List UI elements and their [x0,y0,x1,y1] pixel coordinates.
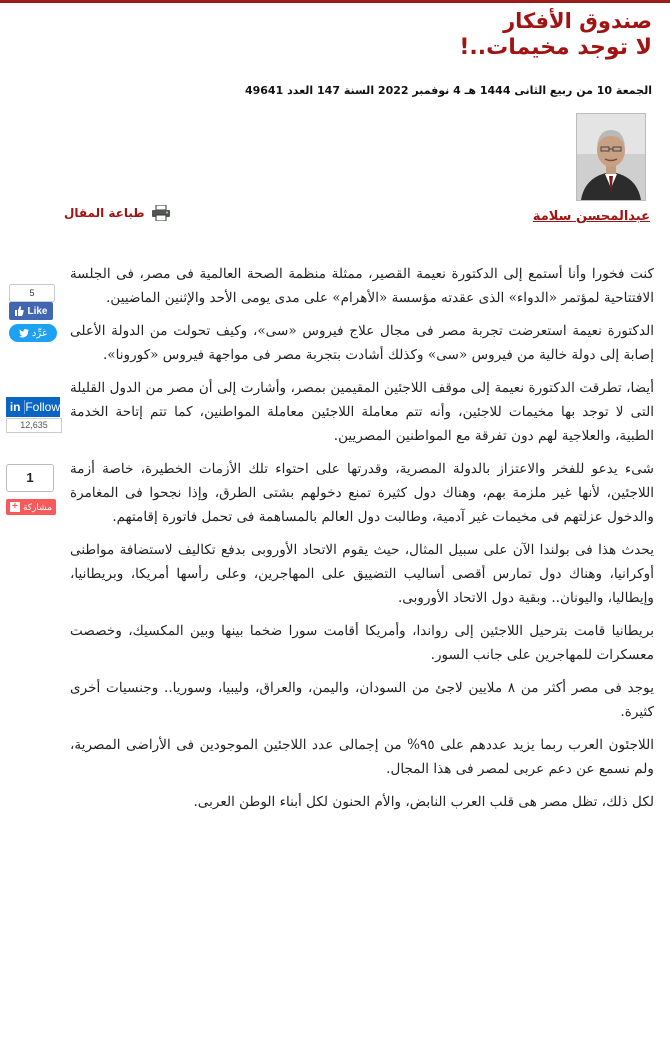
article-paragraph: يحدث هذا فى بولندا الآن على سبيل المثال، حيث يقوم الاتحاد الأوروبى بدفع تكاليف لاستضافة مواطنى أوكرانيا، وهناك دول تمارس أقصى أساليب التضييق على المهاجرين، وعلى رأسها أمريكا، وبريطانيا، وإيطاليا، واليونان.. وبقية دول الاتحاد الأوروبى. [70,542,654,606]
thumbs-up-icon [14,306,24,316]
linkedin-follower-count: 12,635 [6,418,62,433]
facebook-like-label: Like [27,305,48,317]
linkedin-icon: in [6,400,25,414]
share-button[interactable] [6,499,56,515]
twitter-tweet-label: غرِّد [31,327,48,339]
article-body [70,262,654,823]
author-name-link[interactable]: عبدالمحسن سلامة [532,209,650,224]
article-paragraph: بريطانيا قامت بترحيل اللاجئين إلى رواندا، وأمريكا أقامت سورا ضخما بينها وبين المكسيك، وخصصت معسكرات للمهاجرين على جانب السور. [70,623,654,663]
top-accent-bar [0,0,670,3]
article-paragraph: لكل ذلك، تظل مصر هى قلب العرب النابض، والأم الحنون لكل أبناء الوطن العربى. [193,794,654,810]
facebook-like-count: 5 [9,284,55,302]
article-title: لا توجد مخيمات..! [459,35,652,60]
article-paragraph: يوجد فى مصر أكثر من ٨ ملايين لاجئ من السودان، واليمن، والعراق، وليبيا، وسوريا.. وجنسيات أخرى كثيرة. [70,680,654,720]
share-label: مشاركة [22,501,53,512]
column-name: صندوق الأفكار [503,9,652,33]
twitter-tweet-button[interactable] [9,324,57,342]
article-header [459,8,652,62]
article-paragraph: الدكتورة نعيمة استعرضت تجربة مصر فى مجال علاج فيروس «سى»، وكيف تحولت من الدولة الأعلى إصابة إلى دولة خالية من فيروس «سى» وكذلك أشادت بتجربة مصر فى مواجهة فيروس «كورونا». [70,323,654,363]
article-paragraph: كنت فخورا وأنا أستمع إلى الدكتورة نعيمة القصير، ممثلة منظمة الصحة العالمية فى مصر، فى الجلسة الافتتاحية لمؤتمر «الدواء» الذى عقدته مؤسسة «الأهرام» على مدى يومى الأحد والإثنين الماضيين. [70,266,654,306]
linkedin-follow-button[interactable] [6,397,60,417]
dateline: الجمعة 10 من ربيع الثانى 1444 هـ 4 نوفمبر 2022 السنة 147 العدد 49641 [244,84,652,97]
share-count: 1 [6,464,54,492]
print-label: طباعة المقال [64,206,145,220]
linkedin-follow-label: Follow [25,400,60,414]
author-photo [576,113,646,201]
facebook-like-button[interactable] [9,302,53,320]
article-paragraph: اللاجئون العرب ربما يزيد عددهم على ٩٥% من إجمالى عدد اللاجئين الموجودين فى الأراضى المصرية، ولم نسمع عن دعم عربى لمصر فى هذا المجال. [70,737,655,777]
plus-icon: + [10,502,20,512]
article-paragraph: شىء يدعو للفخر والاعتزاز بالدولة المصرية، وقدرتها على احتواء تلك الأزمات الخطيرة، خاصة أزمة اللاجئين، لأنها غير ملزمة بهم، وهناك دول كثيرة تمنع دخولهم بشتى الطرق، وإذا نجحوا فى المغامرة والدخول عزلتهم فى مخيمات غير آدمية، وطالبت دول العالم بالمساهمة فى تحمل فاتورة إقامتهم. [70,461,654,525]
twitter-bird-icon [19,329,29,338]
article-paragraph: أيضا، تطرقت الدكتورة نعيمة إلى موقف اللاجئين المقيمين بمصر، وأشارت إلى أن مصر من الدول القليلة التى لا توجد بها مخيمات للاجئين، وأنه تتم معاملة اللاجئين معاملة المواطنين، كما تتم إتاحة الخدمة الطبية، والعلاجية لهم دون تفرقة مع المواطنين المصريين. [70,380,654,444]
printer-icon [151,205,171,221]
print-article-link[interactable] [64,205,171,221]
